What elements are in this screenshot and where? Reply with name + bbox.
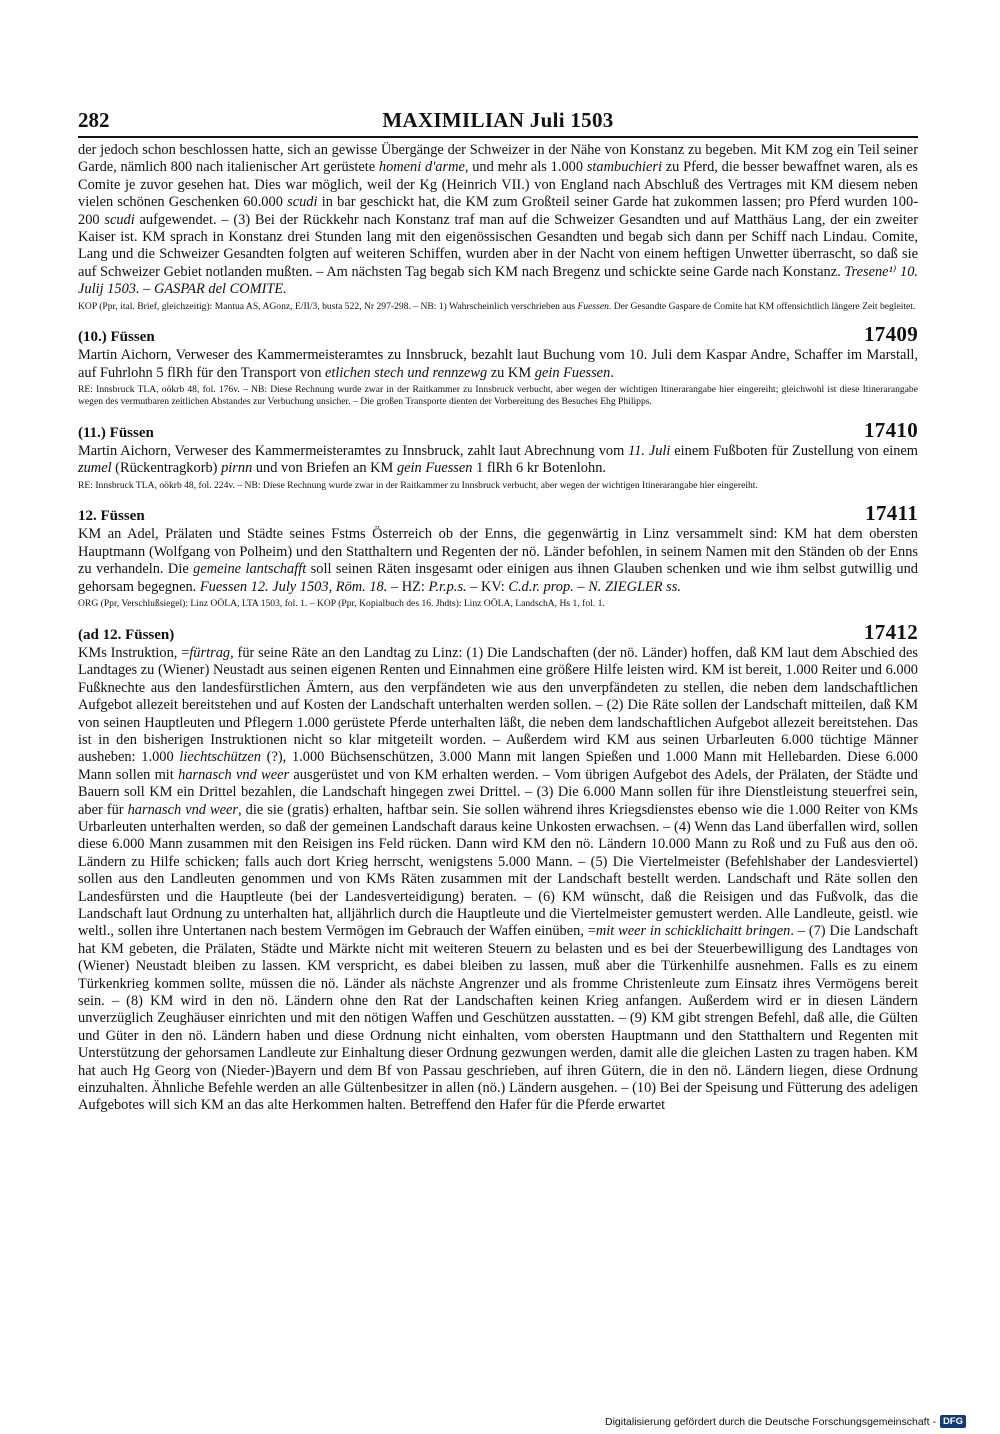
dfg-logo: DFG: [940, 1415, 966, 1428]
entry-note: RE: Innsbruck TLA, oökrb 48, fol. 224v. – NB: Diese Rechnung wurde zwar in der Raitkammer zu Innsbruck verbucht, aber wegen der wichtigen Itinerarangabe hier eingereiht.: [78, 479, 758, 491]
entry-title: (10.) Füssen: [78, 329, 155, 346]
entry-text: Martin Aichorn, Verweser des Kammermeisteramtes zu Innsbruck, bezahlt laut Buchung vom 10. Juli dem Kaspar Andre, Schaffer im Marstall, auf Fuhrlohn 5 flRh für den Transport von etlichen stech und rennzewg zu KM gein Fuessen.: [78, 347, 918, 381]
entry-number: 17412: [864, 619, 918, 644]
footer-credit: Digitalisierung gefördert durch die Deutsche Forschungsgemeinschaft -: [605, 1415, 936, 1428]
entry-note: ORG (Ppr, Verschlußsiegel): Linz OÖLA, LTA 1503, fol. 1. – KOP (Ppr, Kopialbuch des 16. Jhdts): Linz OÖLA, LandschA, Hs 1, fol. 1.: [78, 598, 605, 610]
intro-continuation: [78, 142, 918, 312]
entry-number: 17411: [865, 501, 918, 526]
entry-text: Martin Aichorn, Verweser des Kammermeisteramtes zu Innsbruck, zahlt laut Abrechnung vom 11. Juli einem Fußboten für Zustellung von einem zumel (Rückentragkorb) pirnn und von Briefen an KM gein Fuessen 1 flRh 6 kr Botenlohn.: [78, 442, 918, 477]
footer: [605, 1415, 966, 1428]
entry-note: RE: Innsbruck TLA, oökrb 48, fol. 176v. – NB: Diese Rechnung wurde zwar in der Raitkammer zu Innsbruck verbucht, aber wegen der wichtigen Itinerarangabe hier eingereiht; gleichwohl ist diese Itinerarangabe wegen des vermutbaren zeitlichen Abstandes zur Verbuchung unsicher. – Die großen Transporte dienten der Vorbereitung des Besuches Ehg Philipps.: [78, 384, 918, 408]
entry-header: [78, 418, 918, 443]
page-body: [78, 142, 918, 1115]
entry-17411: [78, 501, 918, 609]
entry-number: 17410: [864, 417, 918, 442]
page-number: 282: [78, 108, 110, 132]
entry-title: (ad 12. Füssen): [78, 626, 175, 643]
entry-17412: [78, 620, 918, 1115]
page-header: [78, 108, 918, 138]
entry-header: [78, 322, 918, 347]
intro-text: der jedoch schon beschlossen hatte, sich an gewisse Übergänge der Schweizer in der Nähe von Konstanz zu begeben. Mit KM zog ein Teil seiner Garde, nämlich 800 nach italienischer Art gerüstete homeni d'arme, und mehr als 1.000 stambuchieri zu Pferd, die besser bewaffnet waren, als es Comite je zuvor gesehen hat. Dies war möglich, weil der Kg (Heinrich VII.) von England nach Abschluß des Vertrages mit KM diesem neben vielen schönen Geschenken 60.000 scudi in bar geschickt hat, die KM zum Großteil seiner Garde hat zukommen lassen; pro Pferd wurden 100-200 scudi aufgewendet. – (3) Bei der Rückkehr nach Konstanz traf man auf die Schweizer Gesandten und auf Matthäus Lang, der ein zweiter Kaiser ist. KM sprach in Konstanz drei Stunden lang mit den eigenössischen Gesandten und begab sich dann per Schiff nach Lindau. Comite, Lang und die Schweizer Gesandten folgten auf weiteren Schiffen, wurden aber in der Nacht von einem heftigen Unwetter überrascht, so daß sie auf Schweizer Gebiet notlanden mußten. – Am nächsten Tag begab sich KM nach Bregenz und schickte seine Garde nach Konstanz. Tresene¹⁾ 10. Julij 1503. – GASPAR del COMITE.: [78, 142, 919, 298]
entry-header: [78, 620, 918, 645]
entry-17410: [78, 418, 918, 492]
entry-number: 17409: [864, 322, 918, 347]
entry-17409: [78, 322, 918, 407]
entry-text: KM an Adel, Prälaten und Städte seines Fstms Österreich ob der Enns, die gegenwärtig in Linz versammelt sind: KM hat dem obersten Hauptmann (Wolfgang von Polheim) und den Statthaltern und Regenten der nö. Länder befohlen, in seinem Namen mit den Ständen ob der Enns zu verhandeln. Die gemeine lantschafft soll seinen Räten insgesamt oder einigen aus ihnen Glauben schenken und wie ihm selbst gutwillig und gehorsam begegnen. Fuessen 12. July 1503, Röm. 18. – HZ: P.r.p.s. – KV: C.d.r. prop. – N. ZIEGLER ss.: [78, 526, 918, 595]
entry-title: 12. Füssen: [78, 508, 145, 525]
running-title: MAXIMILIAN Juli 1503: [382, 108, 614, 132]
intro-note: KOP (Ppr, ital. Brief, gleichzeitig): Mantua AS, AGonz, E/II/3, busta 522, Nr 297-298. – NB: 1) Wahrscheinlich verschrieben aus Fuessen. Der Gesandte Gaspare de Comite hat KM offensichtlich längere Zeit begleitet.: [78, 300, 916, 312]
entry-title: (11.) Füssen: [78, 424, 154, 441]
entry-header: [78, 501, 918, 526]
entry-text: KMs Instruktion, =fürtrag, für seine Räte an den Landtag zu Linz: (1) Die Landschaften (der nö. Länder) hoffen, daß KM laut dem Abschied des Landtages zu (Wiener) Neustadt aus seinen eigenen Renten und Einnahmen eine größere Hilfe leisten wird. KM ist bereit, 1.000 Reiter und 6.000 Fußknechte aus den landesfürstlichen Ämtern, aus den verpfändeten wie aus den unverpfändeten zu stellen, die neben dem landschaftlichen Aufgebot allezeit bereitstehen und auf Kosten der Landschaft unterhalten werden sollen. – (2) Die Räte sollen der Landschaft mitteilen, daß KM von seinen Hauptleuten und Pflegern 1.000 gerüstete Pferde unterhalten läßt, die neben dem landschaftlichen Aufgebot allezeit bereitstehen. Das ist in den bisherigen Instruktionen nicht so klar mitgeteilt worden. – Außerdem wird KM aus seinen Urbarleuten 6.000 tüchtige Männer ausheben: 1.000 liechtschützen (?), 1.000 Büchsenschützen, 3.000 Mann mit langen Spießen und 1.000 Mann mit Hellebarden. Diese 6.000 Mann sollen mit harnasch vnd weer ausgerüstet und von KM erhalten werden. – Vom übrigen Aufgebot des Adels, der Prälaten, der Städte und Bauern soll KM ein Drittel bezahlen, die Landschaft hingegen zwei Drittel. – (3) Die 6.000 Mann sollen für ihre Dienstleistung steuerfrei sein, aber für harnasch vnd weer, die sie (gratis) erhalten, haftbar sein. Sie sollen während ihres Kriegsdienstes ebenso wie die 1.000 Reiter von KMs Urbarleuten unterhalten werden, so daß der gemeinen Landschaft daraus keine Unkosten erwachsen. – (4) Wenn das Land überfallen wird, sollen diese 6.000 Mann zusammen mit den Reisigen ins Feld rücken. Dann wird KM den nö. Ländern 10.000 Mann zu Roß und zu Fuß aus den oö. Ländern zu Hilfe schicken; falls auch dort Krieg herrscht, wenigstens 5.000 Mann. – (5) Die Viertelmeister (Befehlshaber der Landesviertel) sollen aus den Landleuten genommen und von KMs Räten zusammen mit der Landschaft bestellt werden. Landschaft und Räte sollen den Landesfürsten und die Hauptleute (bei der Landesverteidigung) beraten. – (6) KM wünscht, daß die Reisigen und das Fußvolk, das die Landschaft laut Ordnung zu unterhalten hat, alljährlich durch die Hauptleute und die Viertelmeister gemustert werden. Alle Landleute, geistl. wie weltl., sollen ihre Untertanen nach bestem Vermögen im Gebrauch der Waffen einüben, =mit weer in schicklichaitt bringen. – (7) Die Landschaft hat KM gebeten, die Prälaten, Städte und Märkte nicht mit weiteren Steuern zu belasten und es bei der Steuerbewilligung des Landtages von (Wiener) Neustadt bleiben zu lassen. KM verspricht, es dabei bleiben zu lassen, muß aber die Türkenhilfe ausnehmen. Falls es zu einem Türkenkrieg kommen sollte, müssen die nö. Länder als nächste Angrenzer und als fromme Christenleute zum Einsatz ihres Vermögens bereit sein. – (8) KM wird in den nö. Ländern ohne den Rat der Landschaften keinen Krieg anfangen. Außerdem wird er in diesen Ländern unverzüglich Zeughäuser einrichten und mit den nötigen Waffen und Geschützen ausstatten. – (9) KM gibt strengen Befehl, daß alle, die Gülten und Güter in den nö. Ländern haben und diese Ordnung nicht einhalten, vom obersten Hauptmann und den Statthaltern und Regenten mit Unterstützung der gehorsamen Landleute zur Einhaltung dieser Ordnung gezwungen werden, damit alle die gleichen Lasten zu tragen haben. KM hat auch Hg Georg von (Nieder-)Bayern und dem Bf von Passau geschrieben, auf ihren Gütern, die in den nö. Ländern liegen, diese Ordnung einzuhalten. Ähnliche Befehle werden an alle Gültenbesitzer in allen (nö.) Ländern ausgehen. – (10) Bei der Speisung und Fütterung des adeligen Aufgebotes will sich KM an das alte Herkommen halten. Betreffend den Hafer für die Pferde erwartet: [78, 644, 919, 1114]
page: [78, 108, 918, 1115]
